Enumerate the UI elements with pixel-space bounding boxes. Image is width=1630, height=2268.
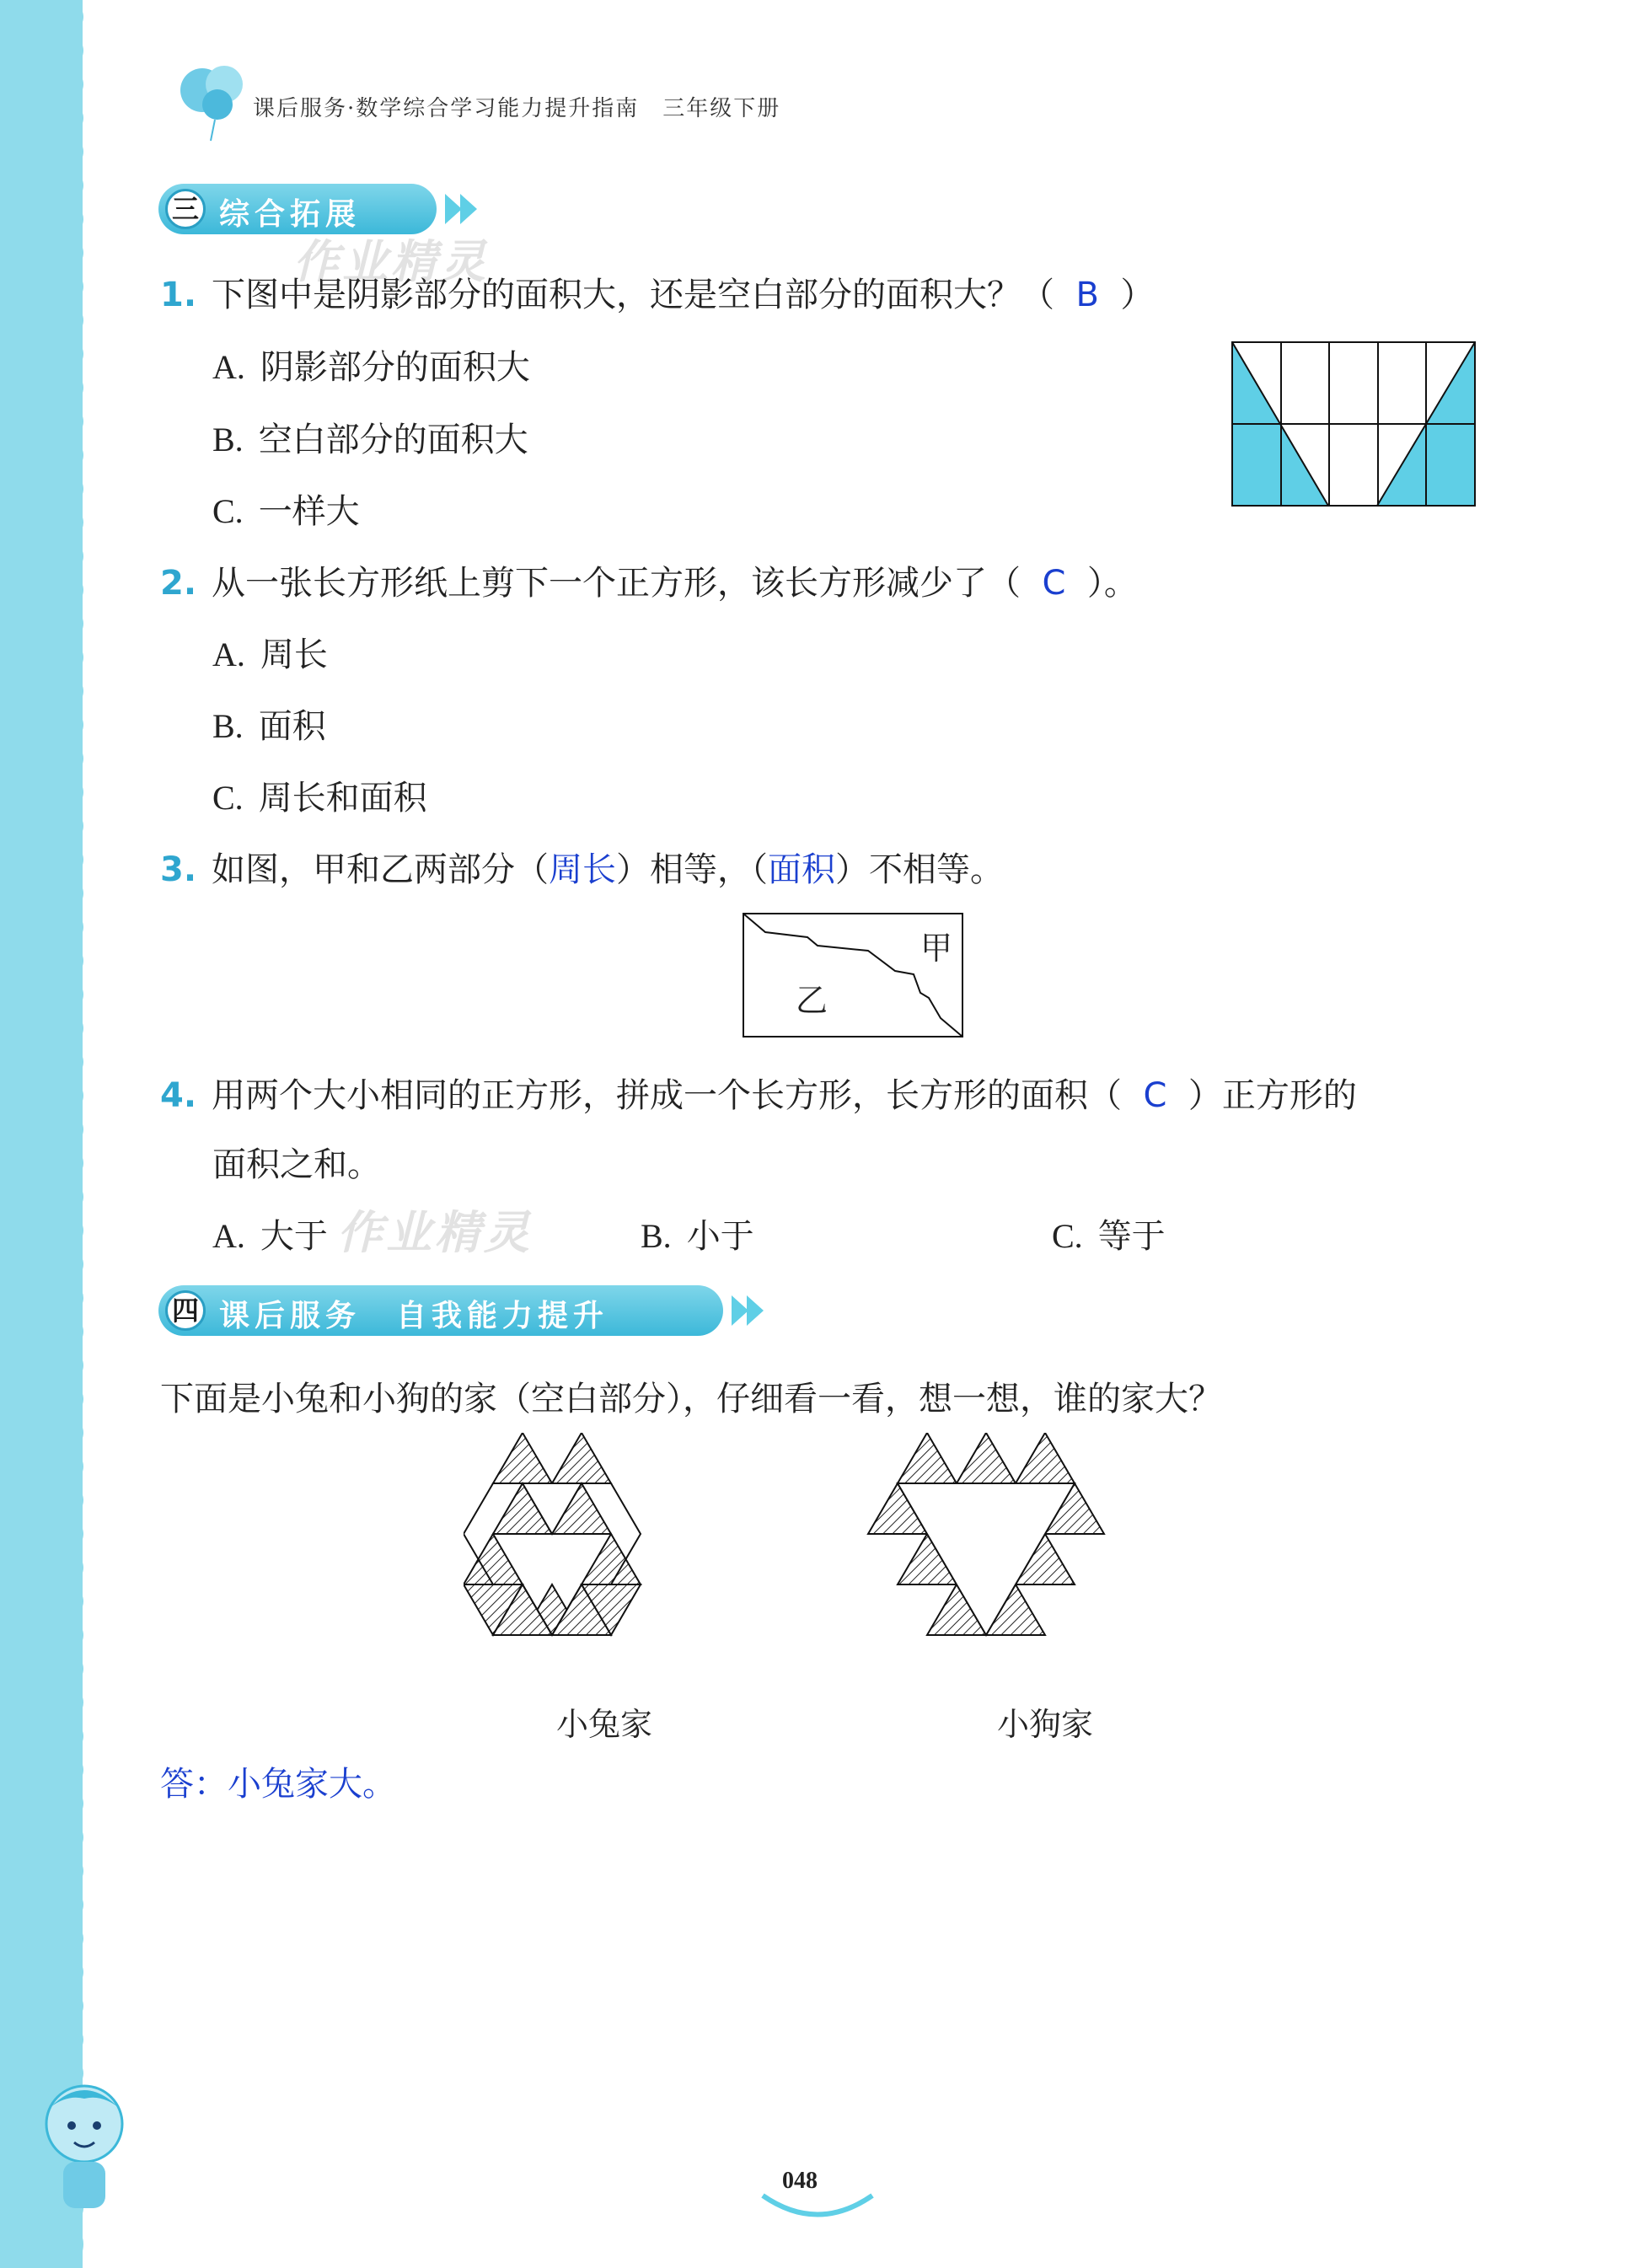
answer: B	[1075, 276, 1099, 314]
question-2: 2. 从一张长方形纸上剪下一个正方形，该长方形减少了（ C ）。	[160, 564, 1138, 603]
answer: 面积	[768, 850, 836, 889]
double-arrow-icon	[445, 194, 484, 224]
label-yi: 乙	[796, 982, 828, 1019]
question-text: 从一张长方形纸上剪下一个正方形，该长方形减少了（	[212, 564, 1021, 603]
question-4: 4. 用两个大小相同的正方形，拼成一个长方形，长方形的面积（ C ）正方形的	[160, 1076, 1357, 1115]
option-a: A. 大于	[212, 1217, 328, 1256]
section-number: 四	[165, 1290, 206, 1331]
option-c: C. 周长和面积	[212, 779, 427, 818]
section-banner-3	[158, 184, 496, 234]
section-banner-4	[158, 1285, 782, 1336]
balloon-icon	[169, 52, 261, 145]
option-b: B. 面积	[212, 707, 326, 746]
question-text: 下图中是阴影部分的面积大，还是空白部分的面积大？（	[212, 276, 1055, 314]
option-a: A. 阴影部分的面积大	[212, 348, 530, 387]
question-number: 1.	[160, 276, 197, 314]
option-b: B. 空白部分的面积大	[212, 421, 528, 459]
header-title: 课后服务·数学综合学习能力提升指南 三年级下册	[253, 96, 781, 121]
page-number: 048	[782, 2168, 818, 2194]
watermark: 作业精灵	[337, 1206, 533, 1259]
section-title: 综合拓展	[219, 197, 362, 232]
section-number: 三	[165, 189, 206, 229]
grid-shaded-figure	[1231, 340, 1477, 509]
option-c: C. 等于	[1052, 1217, 1166, 1256]
sidebar-wavy-edge	[74, 0, 93, 2268]
label-dog-house: 小狗家	[997, 1706, 1094, 1743]
left-decorative-sidebar	[0, 0, 83, 2268]
question-4-line2: 面积之和。	[212, 1145, 381, 1184]
question-1: 1. 下图中是阴影部分的面积大，还是空白部分的面积大？（ B ）	[160, 276, 1155, 314]
option-a: A. 周长	[212, 635, 328, 674]
rabbit-dog-houses-figure	[464, 1433, 1180, 1694]
cartoon-boy-icon	[34, 2073, 135, 2217]
watermark: 作业精灵	[293, 235, 489, 288]
double-arrow-icon	[732, 1295, 770, 1326]
label-rabbit-house: 小兔家	[556, 1706, 653, 1743]
option-c: C. 一样大	[212, 492, 360, 531]
page-number-decoration	[759, 2191, 877, 2225]
section-title: 课后服务 自我能力提升	[219, 1299, 609, 1333]
question-3: 3. 如图，甲和乙两部分（周长）相等，（面积）不相等。	[160, 850, 1005, 889]
option-b: B. 小于	[641, 1217, 754, 1256]
answer: C	[1143, 1076, 1167, 1115]
final-answer: 答：小兔家大。	[160, 1765, 396, 1804]
question-5: 下面是小兔和小狗的家（空白部分），仔细看一看，想一想，谁的家大？	[160, 1380, 1222, 1418]
answer: 周长	[549, 850, 617, 889]
answer: C	[1042, 564, 1066, 603]
label-jia: 甲	[920, 930, 953, 967]
question-number: 2.	[160, 564, 197, 603]
question-number: 4.	[160, 1076, 197, 1115]
question-number: 3.	[160, 850, 197, 889]
